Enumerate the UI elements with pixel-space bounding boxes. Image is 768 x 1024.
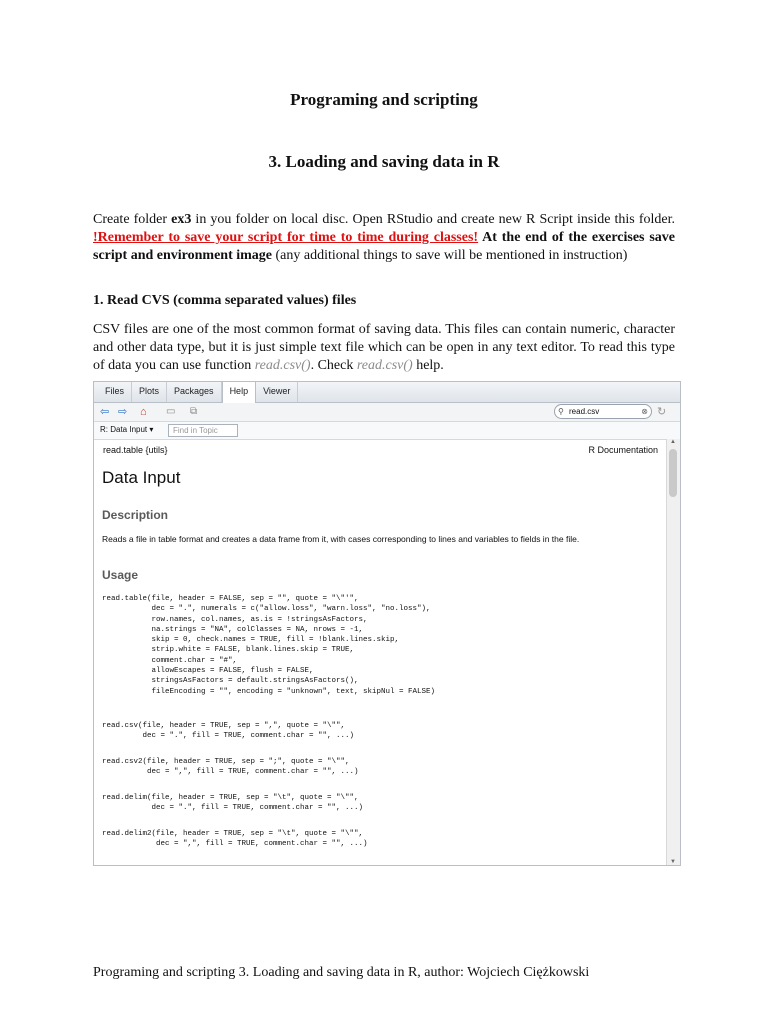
search-value: read.csv (569, 407, 600, 416)
code-read-table: read.table(file, header = FALSE, sep = "", quote = "\"'", dec = ".", numerals = c("allow.loss", "warn.loss", "no.loss"), row.names, col.names, as.is = !stringsAsFactors, na.strings = "NA", colClasses = NA, nrows = -1, skip = 0, check.names = TRUE, fill = !blank.lines.skip, strip.white = FALSE, blank.lines.skip = TRUE, comment.char = "#", allowEscapes = FALSE, flush = FALSE, stringsAsFactors = default.stringsAsFactors(), fileEncoding = "", encoding = "unknown", text, skipNul = FALSE) (102, 595, 436, 696)
topic-toolbar (94, 422, 680, 440)
remember-warning: !Remember to save your script for time to time during classes! (93, 230, 479, 245)
tab-files[interactable]: Files (98, 382, 132, 402)
intro-text-2: in you folder on local disc. Open RStudio and create new R Script inside this folder. (191, 212, 675, 227)
open-window-icon[interactable]: ⧉ (190, 406, 198, 417)
code-read-csv2: read.csv2(file, header = TRUE, sep = ";", quote = "\"", dec = ",", fill = TRUE, comment.char = "", ...) (102, 758, 359, 777)
folder-name: ex3 (171, 212, 192, 227)
function-ref-2: read.csv() (356, 358, 413, 373)
csv-paragraph (93, 321, 675, 375)
tab-help[interactable]: Help (222, 382, 257, 403)
print-icon[interactable]: ▭ (166, 406, 176, 417)
csv-text-1: CSV files are one of the most common format of saving data. This files can contain numeric, character and other data type, but it is just simple text file which can be open in any text editor. To read this type of data you can use function (93, 322, 675, 373)
rstudio-help-pane (93, 381, 681, 866)
description-text: Reads a file in table format and creates a data frame from it, with cases corresponding to lines and variables to fields in the file. (102, 534, 580, 544)
refresh-icon[interactable]: ↻ (657, 406, 667, 418)
help-scrollbar[interactable] (666, 439, 680, 865)
intro-bold-end: At the end of the exercises save script and environment image (93, 230, 675, 263)
scroll-down-icon[interactable]: ▼ (670, 859, 676, 865)
description-heading: Description (102, 508, 169, 522)
scroll-up-icon[interactable]: ▲ (670, 439, 676, 445)
tab-packages[interactable]: Packages (167, 382, 222, 402)
help-toolbar (94, 403, 680, 422)
document-title: Programing and scripting (290, 90, 478, 109)
code-read-delim: read.delim(file, header = TRUE, sep = "\t", quote = "\"", dec = ".", fill = TRUE, comment.char = "", ...) (102, 794, 364, 813)
function-ref-1: read.csv() (254, 358, 311, 373)
document-subtitle: 3. Loading and saving data in R (268, 152, 500, 171)
home-icon[interactable]: ⌂ (140, 406, 147, 418)
r-documentation-label: R Documentation (588, 445, 658, 455)
forward-arrow-icon[interactable]: ⇨ (118, 406, 128, 418)
tab-viewer[interactable]: Viewer (256, 382, 298, 402)
search-icon: ⚲ (558, 407, 564, 416)
csv-text-2: . Check (310, 358, 357, 373)
section-heading: 1. Read CVS (comma separated values) files (93, 293, 357, 308)
intro-paragraph (93, 211, 675, 265)
help-package-name: read.table {utils} (103, 445, 168, 455)
code-read-delim2: read.delim2(file, header = TRUE, sep = "\t", quote = "\"", dec = ",", fill = TRUE, comment.char = "", ...) (102, 830, 368, 849)
topic-dropdown[interactable]: R: Data Input ▾ (100, 425, 154, 434)
clear-icon[interactable]: ⊗ (641, 407, 648, 416)
find-in-topic-input[interactable]: Find in Topic (168, 424, 238, 437)
help-search-input[interactable] (554, 404, 652, 419)
back-arrow-icon[interactable]: ⇦ (100, 406, 110, 418)
intro-text-3: (any additional things to save will be mentioned in instruction) (272, 248, 628, 263)
usage-heading: Usage (102, 568, 139, 582)
help-content (94, 439, 666, 865)
scrollbar-thumb[interactable] (669, 449, 677, 497)
code-read-csv: read.csv(file, header = TRUE, sep = ",", quote = "\"", dec = ".", fill = TRUE, comment.char = "", ...) (102, 722, 355, 741)
tab-plots[interactable]: Plots (132, 382, 167, 402)
pane-tabbar (94, 382, 680, 403)
csv-text-3: help. (412, 358, 444, 373)
page-footer: Programing and scripting 3. Loading and saving data in R, author: Wojciech Ciężkowski (93, 965, 590, 980)
help-title: Data Input (102, 468, 181, 487)
intro-text-1: Create folder (93, 212, 172, 227)
